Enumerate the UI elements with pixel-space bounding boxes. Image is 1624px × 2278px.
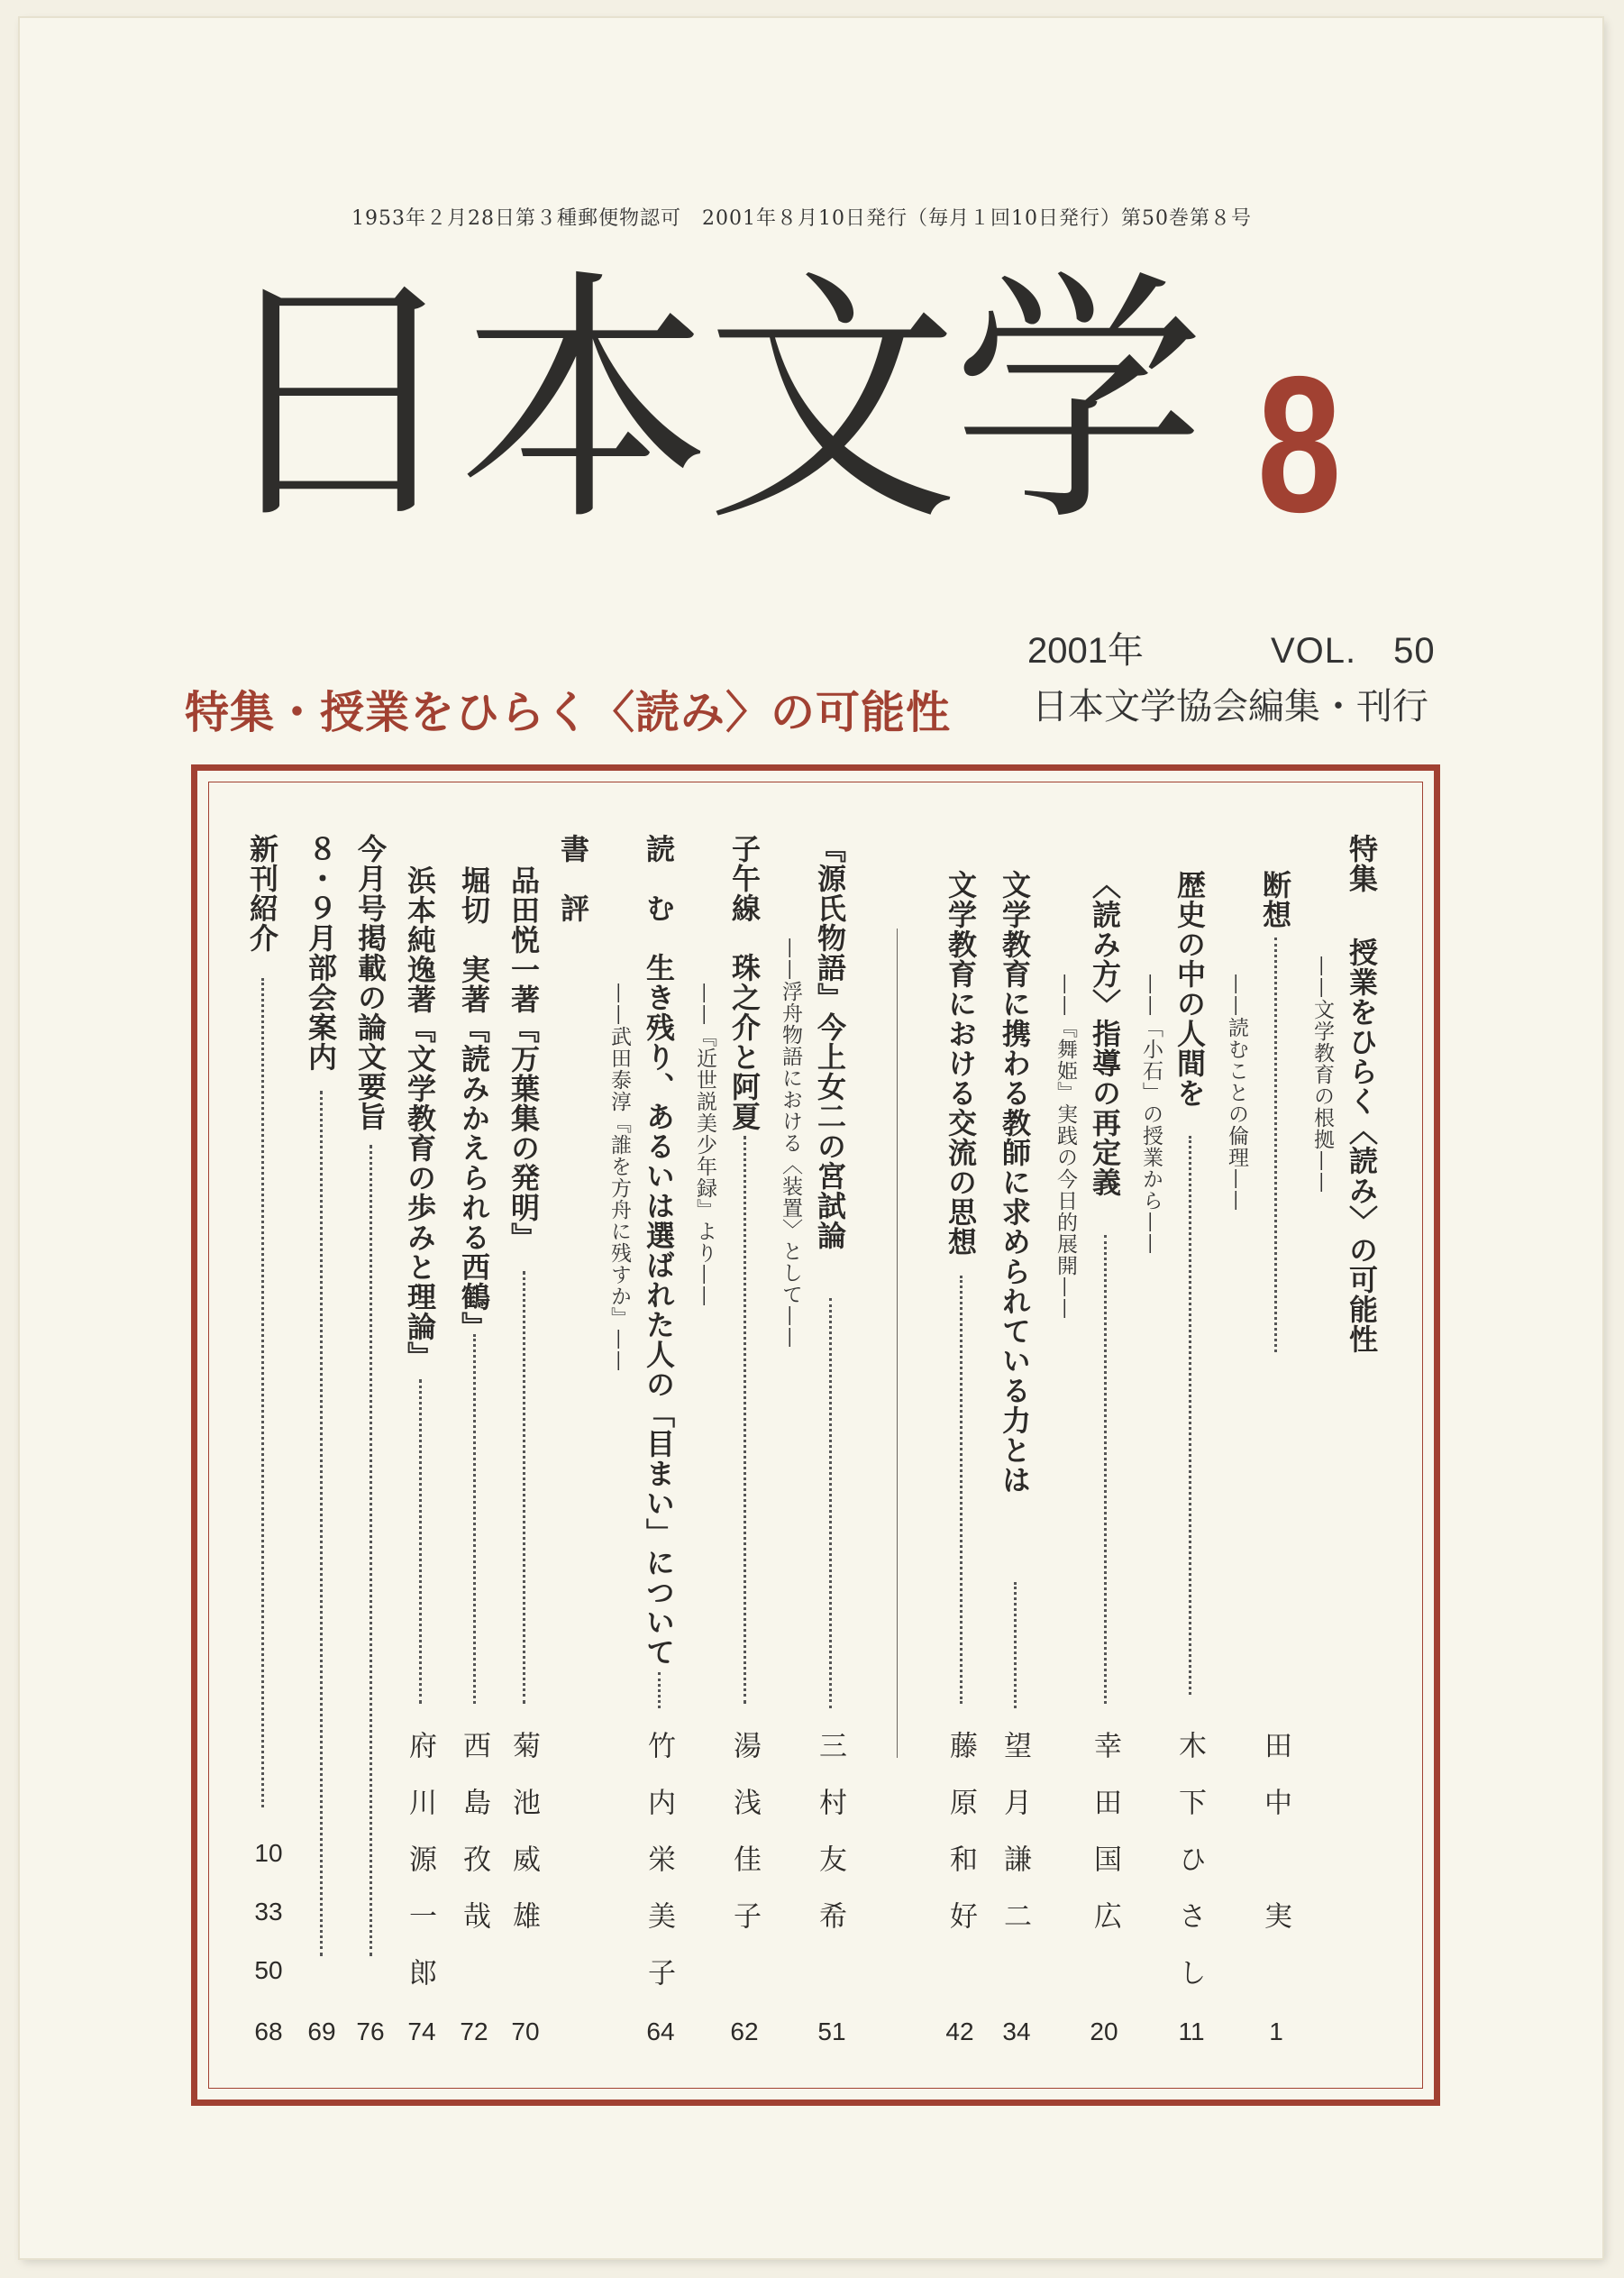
leader-dots xyxy=(1189,1136,1191,1695)
toc-entry-author: 田中 実 xyxy=(1259,1731,1291,1958)
review-author: 菊池威雄 xyxy=(507,1731,540,1958)
toc-entry-page: 20 xyxy=(1090,2017,1118,2045)
toc-entry-author: 幸田国広 xyxy=(1089,1731,1121,1958)
toc-entry-title: 子午線 珠之介と阿夏 xyxy=(727,834,762,1131)
leader-dots xyxy=(320,1091,323,1956)
leader-dots xyxy=(829,1298,832,1708)
misc-item-page: 68 xyxy=(254,2017,283,2045)
misc-item-page: 33 xyxy=(254,1898,283,1926)
toc-entry-page: 64 xyxy=(646,2017,675,2045)
review-author: 西島孜哉 xyxy=(458,1731,490,1958)
toc-entry-author: 望月謙二 xyxy=(999,1731,1031,1958)
misc-item-page: 50 xyxy=(254,1956,283,1984)
publisher: 日本文学協会編集・刊行 xyxy=(1032,686,1428,727)
review-page: 70 xyxy=(511,2017,540,2045)
misc-item-page: 69 xyxy=(307,2017,336,2045)
toc-entry-sub: ——『近世説美少年録』より—— xyxy=(693,983,716,1307)
leader-dots xyxy=(523,1271,525,1704)
toc-entry-author: 木下ひさし xyxy=(1173,1731,1206,2015)
toc-entry-sub: ——「小石」の授業から—— xyxy=(1139,974,1163,1255)
leader-dots xyxy=(744,1136,746,1704)
review-title: 堀切 実著『読みかえられる西鶴』 xyxy=(457,865,491,1341)
misc-item-title: 今月号掲載の論文要旨 xyxy=(353,834,388,1131)
toc-entry-title: 断想 xyxy=(1258,870,1292,929)
toc-entry-page: 62 xyxy=(730,2017,759,2045)
misc-item-page: 76 xyxy=(356,2017,385,2045)
leader-dots xyxy=(261,978,264,1807)
toc-entry-sub: ——読むことの倫理—— xyxy=(1225,974,1248,1212)
review-page: 72 xyxy=(460,2017,488,2045)
review-page: 74 xyxy=(407,2017,436,2045)
toc-entry-author: 藤原和好 xyxy=(944,1731,977,1958)
leader-dots xyxy=(419,1379,422,1704)
toc-entry-page: 11 xyxy=(1178,2017,1205,2045)
toc-entry-sub: ——武田泰淳『誰を方舟に残すか』—— xyxy=(607,983,631,1372)
review-title: 品田悦一著『万葉集の発明』 xyxy=(506,865,541,1252)
issue-number: 8 xyxy=(1257,335,1342,553)
special-feature-title: 特集・授業をひらく〈読み〉の可能性 xyxy=(185,687,952,738)
toc-entry-page: 42 xyxy=(945,2017,974,2045)
toc-entry-title: 〈読み方〉指導の再定義 xyxy=(1088,870,1122,1197)
magazine-title: 日本文学 xyxy=(212,248,1200,558)
misc-item-title: ８・９月部会案内 xyxy=(304,834,338,1072)
misc-item-page: 10 xyxy=(254,1839,283,1867)
toc-entry-page: 1 xyxy=(1269,2017,1283,2045)
postal-notice: 1953年２月28日第３種郵便物認可 2001年８月10日発行（毎月１回10日発行）第50巻第８号 xyxy=(351,207,1252,230)
toc-entry-title: 歴史の中の人間を xyxy=(1172,870,1207,1108)
toc-entry-title: 『源氏物語』今上女二の宮試論 xyxy=(813,834,847,1250)
toc-entry-title: 文学教育における交流の思想 xyxy=(944,870,978,1257)
toc-entry-page: 34 xyxy=(1002,2017,1031,2045)
leader-dots xyxy=(1014,1582,1017,1708)
toc-entry-title: 読 む 生き残り、あるいは選ばれた人の「目まい」について xyxy=(642,834,676,1667)
misc-item-title: 新刊紹介 xyxy=(245,834,279,953)
leader-dots xyxy=(473,1334,476,1704)
section-divider xyxy=(897,929,898,1758)
toc-entry-sub: ——浮舟物語における〈装置〉として—— xyxy=(779,938,802,1349)
reviews-heading: 書 評 xyxy=(556,834,590,923)
leader-dots xyxy=(1274,938,1277,1352)
issue-year: 2001年 xyxy=(1027,631,1144,671)
toc-entry-sub: ——『舞姫』実践の今日的展開—— xyxy=(1054,974,1077,1320)
volume-label: VOL. 50 xyxy=(1271,631,1436,671)
leader-dots xyxy=(370,1145,372,1956)
feature-heading: 特集 xyxy=(1345,834,1379,893)
leader-dots xyxy=(658,1672,661,1708)
review-title: 浜本純逸著『文学教育の歩みと理論』 xyxy=(403,865,437,1371)
toc-entry-author: 湯浅佳子 xyxy=(728,1731,761,1958)
feature-title: 授業をひらく〈読み〉の可能性 xyxy=(1345,938,1379,1354)
review-author: 府川源一郎 xyxy=(404,1731,436,2015)
toc-entry-title: 文学教育に携わる教師に求められている力とは xyxy=(998,870,1032,1495)
toc-entry-author: 三村友希 xyxy=(814,1731,846,1958)
leader-dots xyxy=(960,1276,963,1704)
feature-subtitle: ——文学教育の根拠—— xyxy=(1310,956,1334,1194)
leader-dots xyxy=(1104,1235,1107,1704)
toc-entry-page: 51 xyxy=(817,2017,846,2045)
toc-entry-author: 竹内栄美子 xyxy=(643,1731,675,2015)
